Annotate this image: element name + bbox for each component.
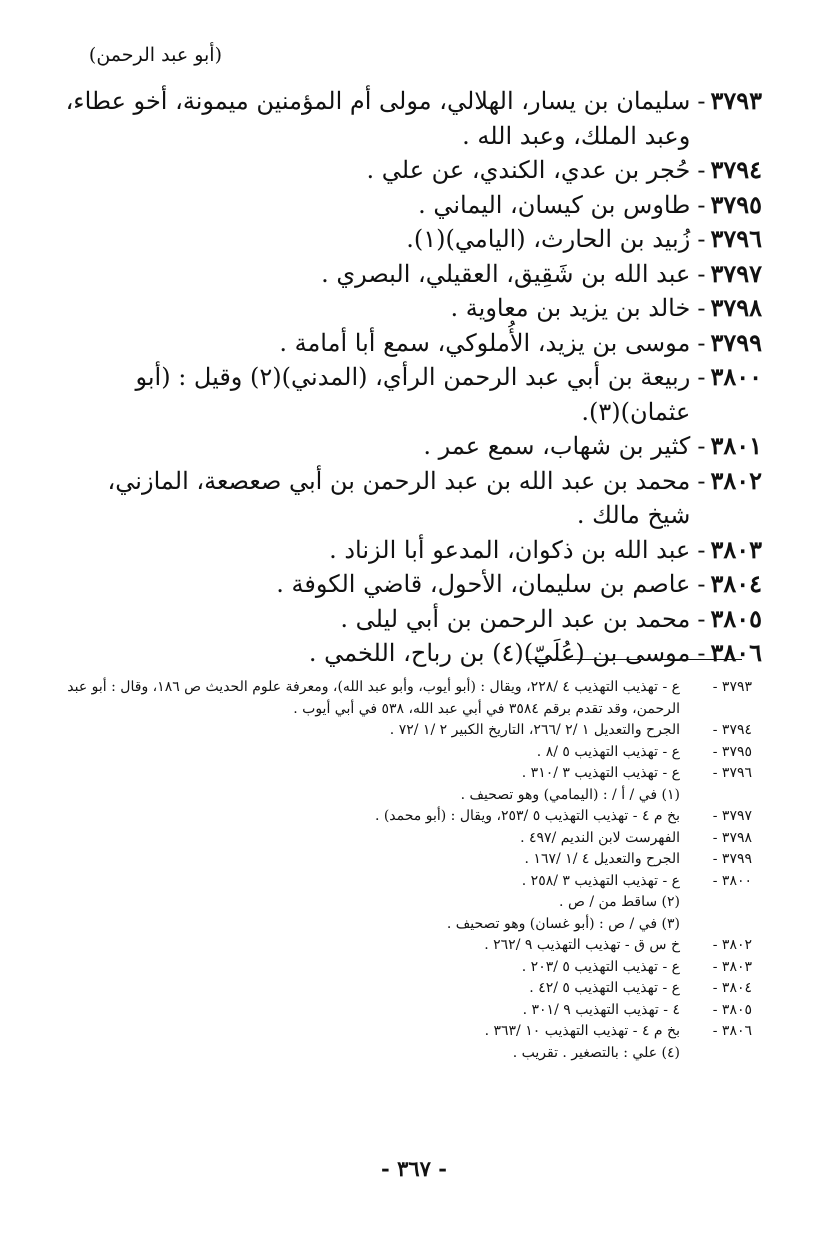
entry-text: خالد بن يزيد بن معاوية . (450, 294, 691, 322)
note-number: ٣٨٠٦ - (712, 1023, 752, 1039)
note-row (52, 677, 752, 720)
note-row (52, 849, 752, 871)
note-number: ٣٨٠٠ - (712, 872, 752, 889)
note-row (52, 806, 752, 828)
entry-text: موسى بن يزيد، الأُملوكي، سمع أبا أمامة . (279, 328, 691, 357)
entry-text: ربيعة بن أبي عبد الرحمن الرأي، (المدني)(٢) وقيل : (أبو عثمان)(٣). (135, 363, 691, 426)
note-row (52, 978, 752, 1000)
running-header: (أبو عبد الرحمن) (88, 44, 222, 66)
note-text: ع - تهذيب التهذيب ٣ /٣١٠ . (521, 765, 680, 781)
note-text: خ س ق - تهذيب التهذيب ٩ /٢٦٢ . (484, 937, 680, 953)
entry-text: طاوس بن كيسان، اليماني . (418, 190, 691, 219)
entry: ٣٧٩٤ - حُجر بن عدي، الكندي، عن علي . (62, 153, 762, 188)
note-text: الجرح والتعديل ١ /٢ /٢٦٦، التاريخ الكبير ٢ /١ /٧٢ . (389, 722, 680, 738)
note-row (52, 1021, 752, 1043)
note-number: ٣٨٠٣ - (712, 958, 752, 975)
entry-text: كثير بن شهاب، سمع عمر . (423, 432, 691, 460)
footnotes (52, 677, 752, 1064)
entry-number: ٣٨٠٠ (710, 362, 762, 391)
note-text: بخ م ٤ - تهذيب التهذيب ٥ /٢٥٣، ويقال : (أبو محمد) . (374, 808, 680, 824)
footnote-divider (526, 659, 742, 660)
note-text: ع - تهذيب التهذيب ٥ /٤٢ . (529, 980, 680, 996)
entry-number: ٣٧٩٨ (710, 293, 762, 322)
footnote (52, 914, 752, 936)
entry: ٣٨٠٣ - عبد الله بن ذكوان، المدعو أبا الزناد . (62, 533, 762, 568)
entry-number: ٣٧٩٩ (710, 327, 762, 357)
footnote (52, 892, 752, 914)
entry-text: محمد بن عبد الله بن عبد الرحمن بن أبي صعصعة، المازني، شيخ مالك . (107, 466, 691, 529)
footnote-text: (٤) علي : بالتصغير . تقريب . (512, 1044, 680, 1061)
entry-text: حُجر بن عدي، الكندي، عن علي . (366, 156, 691, 184)
entry: ٣٨٠٤ - عاصم بن سليمان، الأحول، قاضي الكوفة . (62, 567, 762, 602)
note-number: ٣٨٠٢ - (712, 937, 752, 953)
entry-text: سليمان بن يسار، الهلالي، مولى أم المؤمنين ميمونة، أخو عطاء، وعبد الملك، وعبد الله . (65, 87, 691, 150)
note-row (52, 763, 752, 785)
entry-number: ٣٧٩٥ (710, 189, 762, 219)
note-number: ٣٧٩٨ - (712, 829, 752, 846)
note-text: ٤ - تهذيب التهذيب ٩ /٣٠١ . (522, 1001, 680, 1018)
entry: ٣٧٩٥ - طاوس بن كيسان، اليماني . (62, 188, 762, 223)
entry: ٣٧٩٨ - خالد بن يزيد بن معاوية . (62, 291, 762, 326)
entry: ٣٧٩٩ - موسى بن يزيد، الأُملوكي، سمع أبا أمامة . (62, 326, 762, 361)
entry-number: ٣٨٠٥ (710, 603, 762, 633)
note-number: ٣٨٠٤ - (712, 980, 752, 996)
footnote (52, 1043, 752, 1065)
entry: ٣٨٠٢ - محمد بن عبد الله بن عبد الرحمن بن أبي صعصعة، المازني، شيخ مالك . (62, 464, 762, 533)
entry-text: زُبيد بن الحارث، (اليامي)(١). (406, 225, 691, 253)
entry: ٣٨٠٥ - محمد بن عبد الرحمن بن أبي ليلى . (62, 602, 762, 637)
note-row (52, 720, 752, 742)
note-number: ٣٧٩٩ - (712, 851, 752, 867)
entries-list (62, 84, 762, 671)
note-row (52, 871, 752, 893)
note-row (52, 935, 752, 957)
footnote-text: (٢) ساقط من / ص . (559, 894, 680, 910)
note-row (52, 1000, 752, 1022)
entry-number: ٣٨٠٤ (710, 569, 762, 598)
note-number: ٣٧٩٦ - (712, 765, 752, 781)
entry-number: ٣٨٠٣ (710, 534, 762, 564)
note-text: ع - تهذيب التهذيب ٥ /٨ . (536, 743, 680, 760)
note-text: الجرح والتعديل ٤ /١ /١٦٧ . (524, 851, 680, 867)
note-row (52, 957, 752, 979)
note-row (52, 828, 752, 850)
entry: ٣٧٩٧ - عبد الله بن شَقِيق، العقيلي، البصري . (62, 257, 762, 292)
note-text: بخ م ٤ - تهذيب التهذيب ١٠ /٣٦٣ . (484, 1023, 680, 1039)
note-number: ٣٧٩٥ - (712, 743, 752, 760)
entry: ٣٨٠٦ - موسى بن (عُلَيّ)(٤) بن رباح، اللخمي . (62, 636, 762, 671)
note-text: ع - تهذيب التهذيب ٤ /٢٢٨، ويقال : (أبو أيوب، وأبو عبد الله)، ومعرفة علوم الحديث ص ١٨٦، وقال : أبو عبد الرحمن، وقد تقدم برقم ٣٥٨٤ في أبي عبد الله، ٥٣٨ في أبي أيوب . (67, 679, 680, 717)
entry: ٣٨٠١ - كثير بن شهاب، سمع عمر . (62, 429, 762, 464)
note-number: ٣٧٩٧ - (712, 808, 752, 824)
note-number: ٣٧٩٣ - (712, 679, 752, 695)
entry-number: ٣٨٠٦ (710, 638, 762, 667)
entry-number: ٣٧٩٣ (710, 86, 762, 115)
entry-text: محمد بن عبد الرحمن بن أبي ليلى . (340, 604, 691, 633)
page-number: - ٣٦٧ - (381, 1156, 447, 1181)
entry-text: عاصم بن سليمان، الأحول، قاضي الكوفة . (276, 570, 691, 598)
footnote (52, 785, 752, 807)
note-text: ع - تهذيب التهذيب ٣ /٢٥٨ . (521, 872, 680, 889)
entry-text: موسى بن (عُلَيّ)(٤) بن رباح، اللخمي . (308, 639, 691, 667)
entry: ٣٧٩٣ - سليمان بن يسار، الهلالي، مولى أم المؤمنين ميمونة، أخو عطاء، وعبد الملك، وعبد الله . (62, 84, 762, 153)
note-number: ٣٨٠٥ - (712, 1001, 752, 1018)
entry: ٣٧٩٦ - زُبيد بن الحارث، (اليامي)(١). (62, 222, 762, 257)
entry-number: ٣٧٩٧ (710, 258, 762, 288)
entry-text: عبد الله بن ذكوان، المدعو أبا الزناد . (329, 535, 691, 564)
footnote-text: (٣) في / ص : (أبو غسان) وهو تصحيف . (446, 915, 680, 932)
entry-number: ٣٨٠٢ (710, 465, 762, 495)
note-row (52, 742, 752, 764)
entry-text: عبد الله بن شَقِيق، العقيلي، البصري . (321, 259, 691, 288)
footnote-text: (١) في / أ / : (اليمامي) وهو تصحيف . (460, 786, 680, 803)
note-number: ٣٧٩٤ - (712, 722, 752, 738)
note-text: ع - تهذيب التهذيب ٥ /٢٠٣ . (521, 958, 680, 975)
entry-number: ٣٧٩٤ (710, 155, 762, 184)
entry-number: ٣٧٩٦ (710, 224, 762, 253)
entry: ٣٨٠٠ - ربيعة بن أبي عبد الرحمن الرأي، (المدني)(٢) وقيل : (أبو عثمان)(٣). (62, 360, 762, 429)
entry-number: ٣٨٠١ (710, 431, 762, 460)
note-text: الفهرست لابن النديم /٤٩٧ . (520, 829, 680, 846)
